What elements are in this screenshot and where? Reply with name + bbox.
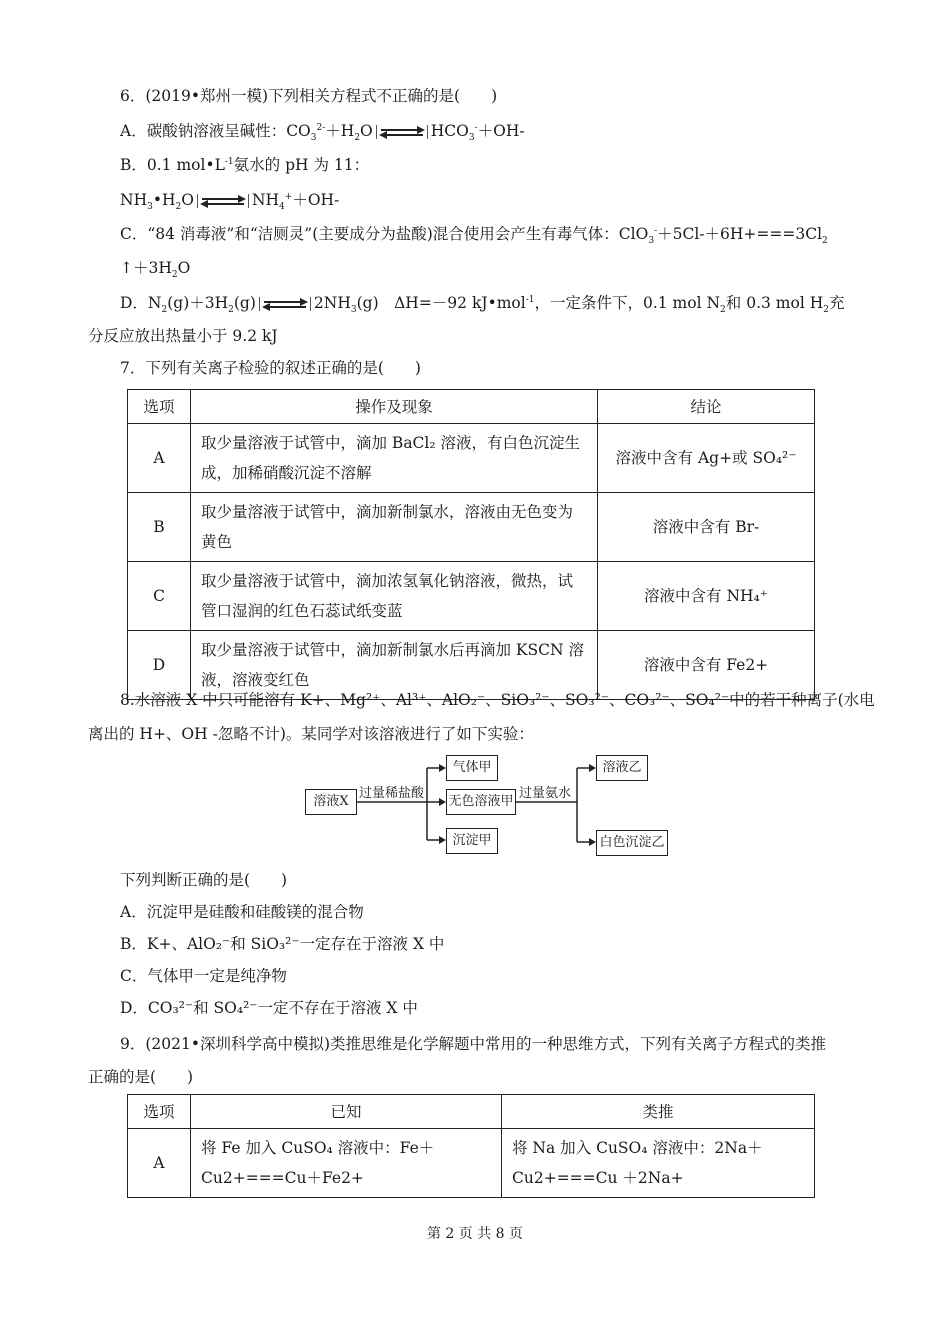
conclusion-cell: 溶液中含有 Fe2+ <box>598 631 815 700</box>
q7-table <box>127 389 815 700</box>
q9-table <box>127 1094 815 1198</box>
option-cell: D <box>128 631 191 700</box>
q6-stem: 6．(2019•郑州一模)下列相关方程式不正确的是( ) <box>120 87 498 105</box>
table-header: 结论 <box>598 390 815 424</box>
table-header-row <box>128 1095 815 1129</box>
operation-cell: 取少量溶液于试管中，滴加新制氯水，溶液由无色变为黄色 <box>191 493 598 562</box>
page-footer: 第 2 页 共 8 页 <box>426 1226 524 1242</box>
table-row <box>128 493 815 562</box>
flowchart <box>305 752 667 860</box>
known-cell: 将 Fe 加入 CuSO₄ 溶液中：Fe＋Cu2+===Cu＋Fe2+ <box>191 1129 502 1198</box>
flow-precipitate2-box: 白色沉淀乙 <box>596 830 668 856</box>
infer-cell: 将 Na 加入 CuSO₄ 溶液中：2Na＋Cu2+===Cu ＋2Na+ <box>502 1129 815 1198</box>
table-row <box>128 1129 815 1198</box>
flow-solution-box: 无色溶液甲 <box>446 789 516 815</box>
q9-stem-line2: 正确的是( ) <box>88 1068 194 1086</box>
option-cell: C <box>128 562 191 631</box>
q6-option-d-cont: 分反应放出热量小于 9.2 kJ <box>88 327 278 345</box>
q6-option-c-cont: $↑+3H_2O$ <box>120 259 191 281</box>
operation-cell: 取少量溶液于试管中，滴加浓氢氧化钠溶液，微热，试管口湿润的红色石蕊试纸变蓝 <box>191 562 598 631</box>
table-header: 类推 <box>502 1095 815 1129</box>
q8-ask: 下列判断正确的是( ) <box>120 871 288 889</box>
conclusion-cell: 溶液中含有 Ag+或 SO₄²⁻ <box>598 424 815 493</box>
q8-stem-line2: 离出的 H+、OH -忽略不计)。某同学对该溶液进行了如下实验： <box>88 725 534 743</box>
table-header: 已知 <box>191 1095 502 1129</box>
q6-option-d: D．$N_2(g)+3H_2(g)$ $2NH_3(g)$ ΔH=－92 kJ•mol$^{-1}$，一定条件下，0.1 mol $N_2$和 0.3 mol $H_2$充 <box>120 294 845 316</box>
table-row <box>128 424 815 493</box>
q8-option-c: C．气体甲一定是纯净物 <box>120 967 287 985</box>
option-cell: B <box>128 493 191 562</box>
q6-option-b-equation: $NH_3•H_2O$ $NH_4^++OH-$ <box>120 191 340 213</box>
flow-start-box: 溶液X <box>305 789 357 815</box>
equilibrium-arrow-icon <box>259 297 311 311</box>
q6-option-c: C．“84 消毒液”和“洁厕灵”(主要成分为盐酸)混合使用会产生有毒气体：$ClO_3^-+5Cl-+6H+===3Cl_2$ <box>120 225 828 247</box>
table-header: 选项 <box>128 390 191 424</box>
conclusion-cell: 溶液中含有 Br- <box>598 493 815 562</box>
option-cell: A <box>128 424 191 493</box>
q8-stem-line1: 8.水溶液 X 中只可能溶有 K+、Mg²⁺、Al³⁺、AlO₂⁻、SiO₃²⁻、SO₃²⁻、CO₃²⁻、SO₄²⁻中的若干种离子(水电 <box>120 691 875 709</box>
equilibrium-arrow-icon <box>376 125 428 139</box>
flow-step1-label: 过量稀盐酸 <box>359 786 425 801</box>
option-cell: A <box>128 1129 191 1198</box>
conclusion-cell: 溶液中含有 NH₄⁺ <box>598 562 815 631</box>
q8-option-a: A．沉淀甲是硅酸和硅酸镁的混合物 <box>120 903 364 921</box>
table-header-row <box>128 390 815 424</box>
flow-step2-label: 过量氨水 <box>519 786 572 801</box>
equilibrium-arrow-icon <box>197 194 249 208</box>
flow-solution2-box: 溶液乙 <box>596 755 648 781</box>
q8-option-b: B．K+、AlO₂⁻和 SiO₃²⁻一定存在于溶液 X 中 <box>120 935 445 953</box>
q9-stem-line1: 9．(2021•深圳科学高中模拟)类推思维是化学解题中常用的一种思维方式，下列有关离子方程式的类推 <box>120 1035 827 1053</box>
flow-gas-box: 气体甲 <box>446 755 498 781</box>
q8-option-d: D．CO₃²⁻和 SO₄²⁻一定不存在于溶液 X 中 <box>120 999 418 1017</box>
operation-cell: 取少量溶液于试管中，滴加新制氯水后再滴加 KSCN 溶液，溶液变红色 <box>191 631 598 700</box>
operation-cell: 取少量溶液于试管中，滴加 BaCl₂ 溶液，有白色沉淀生成，加稀硝酸沉淀不溶解 <box>191 424 598 493</box>
table-header: 操作及现象 <box>191 390 598 424</box>
flow-precipitate-box: 沉淀甲 <box>446 828 498 854</box>
q7-stem: 7．下列有关离子检验的叙述正确的是( ) <box>120 359 421 377</box>
table-row <box>128 562 815 631</box>
q6-option-b: B．0.1 $mol•L^{-1}$氨水的 pH 为 11： <box>120 156 370 174</box>
q6-option-a: A．碳酸钠溶液呈碱性：$CO_3^{2-}+H_2O$ $HCO_3^-+OH-$ <box>120 122 525 144</box>
table-header: 选项 <box>128 1095 191 1129</box>
